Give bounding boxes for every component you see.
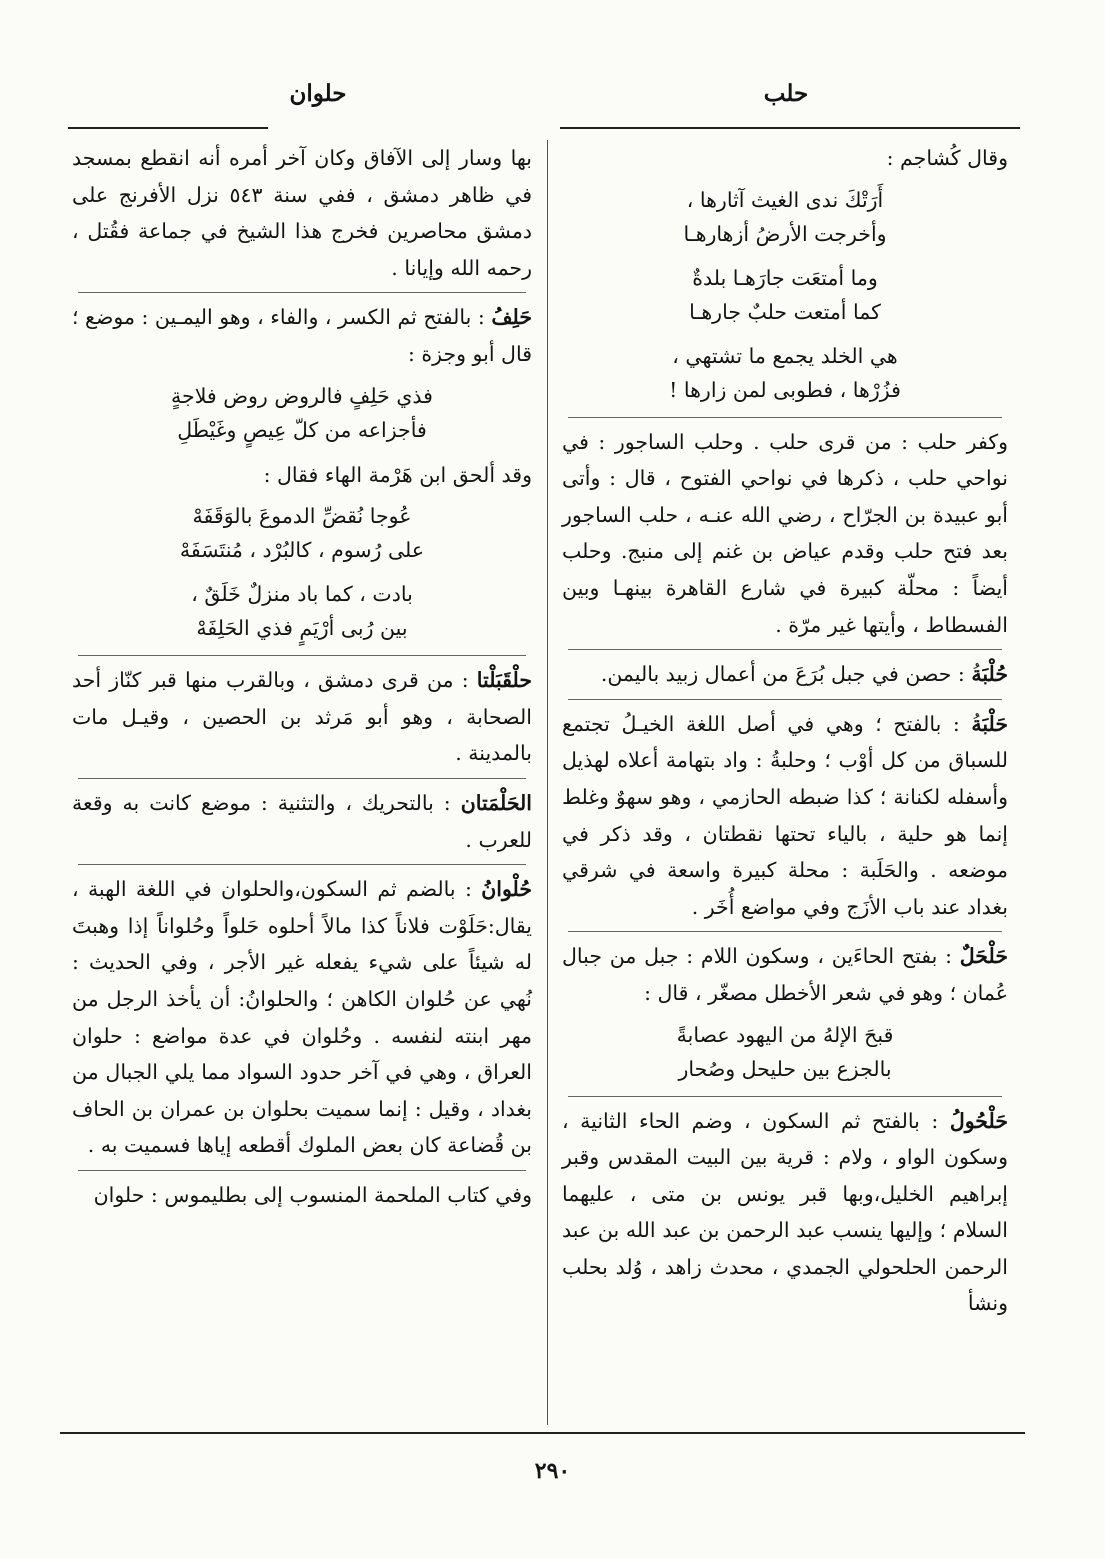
verse-block	[562, 261, 1008, 329]
entry-text: : من قرى دمشق ، وبالقرب منها قبر كنّاز أحد الصحابة ، وهو أبو مَرثد بن الحصين ، وقيـل مات بالمدينة .	[72, 668, 532, 766]
verse-block	[72, 379, 532, 447]
entry-separator	[78, 864, 526, 865]
verse-line: فزُرْها ، فطوبى لمن زارها !	[669, 377, 901, 402]
verse-block	[562, 183, 1008, 251]
page-number: ٢٩٠	[534, 1458, 571, 1484]
paragraph-last-line: وفي كتاب الملحمة المنسوب إلى بطليموس : حلوان	[93, 1182, 532, 1207]
verse-line: عُوجا نُقضِّ الدموعَ بالوَقَفَهْ	[192, 504, 412, 529]
verse-line: بين رُبى أرْيَمٍ فذي الحَلِفَهْ	[196, 616, 408, 641]
entry-separator	[78, 292, 526, 293]
verse-line: كما أمتعت حلبٌ جارهـا	[689, 299, 881, 324]
entry-text: ُ : بالفتح ؛ وهي في أصل اللغة الخيـلُ تجتمع للسباق من كل أوْب ؛ وحلبةُ : واد بتهامة أعلاه لهذيل وأسفله لكنانة ؛ كذا ضبطه الحازمي ، وهو سهوٌ وغلط إنما هو حلية ، بالياء تحتها نقطتان ، وقد ذكر في موضعه . والحَلَبة : محلة كبيرة واسعة في شرقي بغداد عند باب الأزَج وفي مواضع أُخَر .	[562, 711, 1008, 919]
verse-line: قبحَ الإلهُ من اليهود عصابةً	[676, 1022, 894, 1047]
entry-halba	[562, 706, 1008, 926]
left-column	[72, 140, 532, 1213]
column-divider	[547, 140, 548, 1425]
entry-text: : بالتحريك ، والتثنية : موضع كانت به وقعة للعرب .	[72, 790, 532, 852]
headword: حَلْحَلٌ	[959, 944, 1008, 969]
header-rule-right	[560, 127, 1020, 129]
paragraph-intro: وقال كُشاجم :	[886, 146, 1008, 170]
running-head-left: حلوان	[289, 80, 347, 107]
entry-separator	[78, 1170, 526, 1171]
headword: حَلِفُ	[491, 305, 532, 330]
verse-line: بادت ، كما باد منزلٌ خَلَقٌ ،	[191, 582, 413, 607]
verse-line: أَرَتْكَ ندى الغيث آثارها ،	[686, 187, 884, 212]
verse-block	[72, 499, 532, 567]
entry-text: : بالفتح ثم الكسر ، والفاء ، وهو اليمـين : موضع ؛ قال أبو وجزة :	[72, 305, 532, 366]
entry-separator	[568, 417, 1002, 418]
verse-line: على رُسوم ، كالبُرْد ، مُنتَسَفَهْ	[179, 538, 425, 563]
entry-text: ُ : حصن في جبل بُرَعَ من أعمال زبيد باليمن.	[600, 662, 972, 687]
entry-separator	[568, 1096, 1002, 1097]
verse-block	[72, 577, 532, 645]
headword: حُلْبَة	[971, 662, 1008, 687]
entry-text: : بالفتح ثم السكون ، وضم الحاء الثانية ، وسكون الواو ، ولام : قرية بين البيت المقدس وقبر إبراهيم الخليل،وبها قبر يونس بن متى ، عليهما السلام ؛ وإليها ينسب عبد الرحمن بن عبد الله بن عبد الرحمن الحلحولي الجمدي ، محدث زاهد ، وُلد بحلب ونشأ	[562, 1108, 1008, 1316]
headword: حَلْبَة	[971, 711, 1008, 736]
entry-halif	[72, 299, 532, 372]
paragraph-intro: وقد ألحق ابن هَرْمة الهاء فقال :	[263, 462, 532, 487]
entry-hulba	[562, 656, 1008, 693]
headword: حُلْوانُ	[481, 877, 532, 902]
running-head-right: حلب	[763, 80, 809, 107]
verse-block	[562, 1018, 1008, 1086]
verse-line: هي الخلد يجمع ما تشتهي ،	[672, 343, 898, 368]
entry-halqabalta	[72, 662, 532, 772]
entry-separator	[568, 699, 1002, 700]
verse-block	[562, 339, 1008, 407]
headword: حَلْحُولُ	[949, 1108, 1008, 1133]
headword: حلْقَبَلْتا	[476, 668, 532, 693]
entry-text: : بفتح الحاءَين ، وسكون اللام : جبل من جبال عُمان ؛ وهو في شعر الأخطل مصغّر ، قال :	[562, 944, 1008, 1005]
entry-separator	[78, 655, 526, 656]
verse-line: فذي حَلِفٍ فالروض روض فلاجةٍ	[171, 383, 433, 408]
verse-line: فأجزاعه من كلّ عِيصٍ وغَيْطَلِ	[177, 417, 427, 442]
entry-halamatan	[72, 785, 532, 858]
paragraph-kafr-halab: وكفر حلب : من قرى حلب . وحلب الساجور : في نواحي حلب ، ذكرها في نواحي الفتوح ، قال : وأتى أبو عبيدة بن الجرّاح ، رضي الله عنـه ، حلب الساجور بعد فتح حلب وقدم عياض بن غنم إلى منبج. وحلب أيضاً : محلّة كبيرة في شارع القاهرة بينهـا وبين الفسطاط ، وأيتها غير مرّة .	[562, 429, 1008, 637]
header-rule-left	[68, 127, 268, 129]
verse-line: وما أمتعَت جارَهـا بلدةٌ	[692, 265, 878, 290]
verse-line: وأخرجت الأرضُ أزهارهـا	[683, 221, 887, 246]
verse-line: بالجزع بين حليحل وصُحار	[678, 1056, 892, 1081]
footer-rule	[60, 1432, 1025, 1434]
entry-separator	[568, 931, 1002, 932]
entry-halhul	[562, 1103, 1008, 1323]
entry-separator	[78, 778, 526, 779]
paragraph-continuation: بها وسار إلى الآفاق وكان آخر أمره أنه انقطع بمسجد في ظاهر دمشق ، ففي سنة ٥٤٣ نزل الأفرنج على دمشق محاصرين فخرج هذا الشيخ في جماعة فقُتل ، رحمه الله وإيانا .	[72, 146, 532, 280]
entry-separator	[568, 649, 1002, 650]
entry-text: : بالضم ثم السكون،والحلوان في اللغة الهبة ، يقال:حَلَوْت فلاناً كذا مالاً أحلوه حَلواً وحُلواناً إذا وهبتَ له شيئاً على شيء يفعله غير الأجر ، وفي الحديث : نُهي عن حُلوان الكاهن ؛ والحلوانُ: أن يأخذ الرجل من مهر ابنته لنفسه . وحُلوان في عدة مواضع : حلوان العراق ، وهي في آخر حدود السواد مما يلي الجبال من بغداد ، وقيل : إنما سميت بحلوان بن عمران بن الحاف بن قُضاعة كان بعض الملوك أقطعه إياها فسميت به .	[72, 877, 532, 1158]
headword: الحَلْمَتان	[460, 790, 532, 815]
entry-halhal	[562, 938, 1008, 1011]
entry-hulwan	[72, 871, 532, 1164]
right-column	[562, 140, 1008, 1322]
